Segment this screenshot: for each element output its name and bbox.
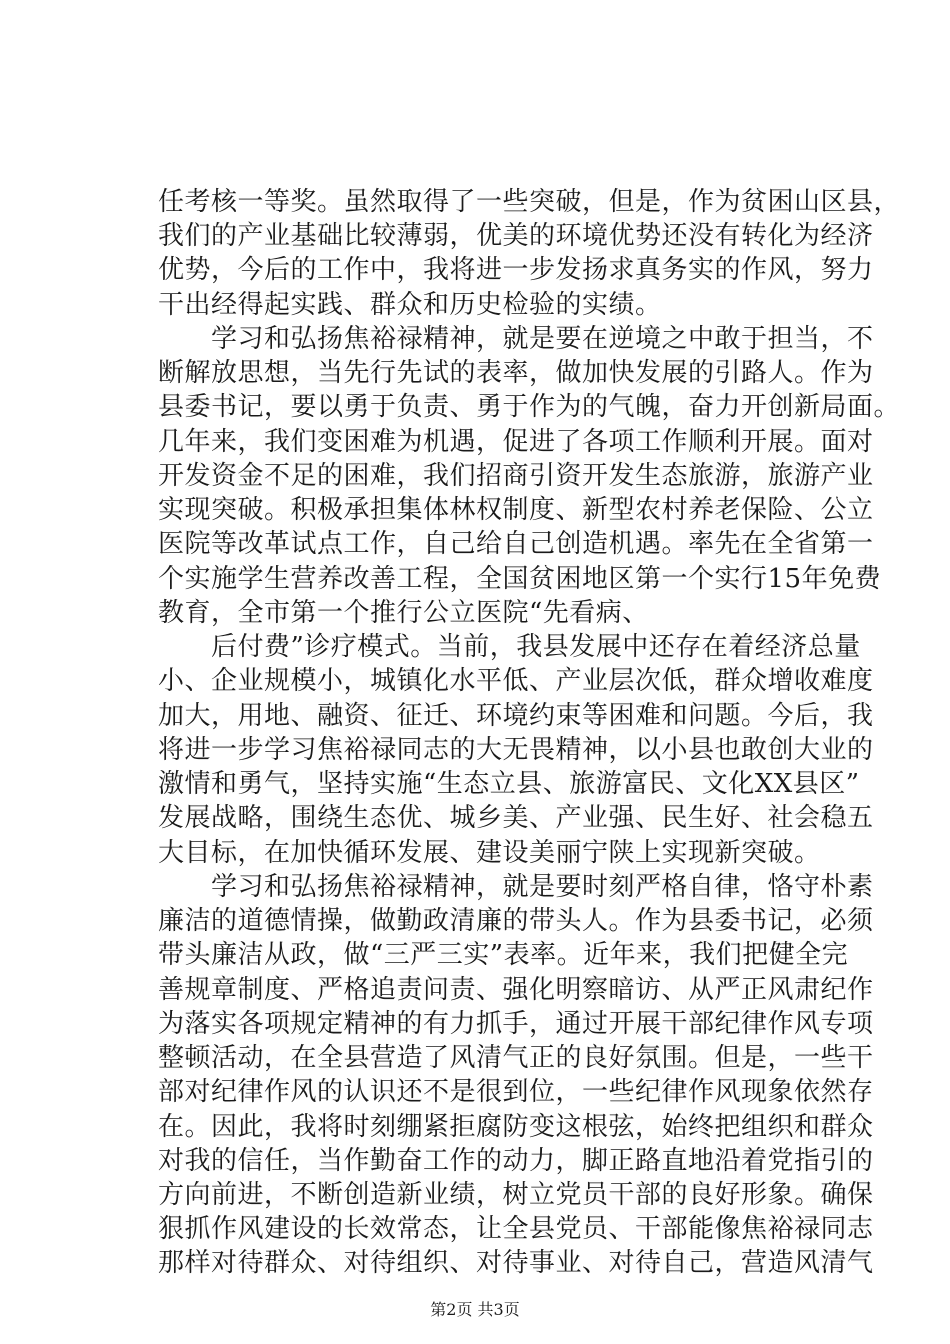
text-line: 带头廉洁从政，做“三严三实”表率。近年来，我们把健全完	[158, 940, 849, 970]
text-line: 狠抓作风建设的长效常态，让全县党员、干部能像焦裕禄同志	[158, 1214, 874, 1244]
text-line: 对我的信任，当作勤奋工作的动力，脚正路直地沿着党指引的	[158, 1146, 874, 1176]
text-line: 发展战略，围绕生态优、城乡美、产业强、民生好、社会稳五	[158, 803, 874, 833]
text-line: 那样对待群众、对待组织、对待事业、对待自己，营造风清气	[158, 1248, 874, 1278]
text-line: 任考核一等奖。虽然取得了一些突破，但是，作为贫困山区县，	[158, 187, 901, 217]
text-line: 优势，今后的工作中，我将进一步发扬求真务实的作风，努力	[158, 255, 874, 285]
text-line: 几年来，我们变困难为机遇，促进了各项工作顺利开展。面对	[158, 427, 874, 457]
text-line: 廉洁的道德情操，做勤政清廉的带头人。作为县委书记，必须	[158, 906, 874, 936]
text-line: 干出经得起实践、群众和历史检验的实绩。	[158, 290, 662, 320]
page-footer: 第2页 共3页	[430, 1300, 520, 1319]
text-line: 断解放思想，当先行先试的表率，做加快发展的引路人。作为	[158, 358, 874, 388]
text-line: 为落实各项规定精神的有力抓手，通过开展干部纪律作风专项	[158, 1009, 874, 1039]
text-line: 方向前进，不断创造新业绩，树立党员干部的良好形象。确保	[158, 1180, 874, 1210]
text-line: 我们的产业基础比较薄弱，优美的环境优势还没有转化为经济	[158, 221, 874, 251]
text-line: 县委书记，要以勇于负责、勇于作为的气魄，奋力开创新局面。	[158, 392, 901, 422]
text-line: 小、企业规模小，城镇化水平低、产业层次低，群众增收难度	[158, 666, 874, 696]
text-line: 教育，全市第一个推行公立医院“先看病、	[158, 598, 649, 628]
text-line: 开发资金不足的困难，我们招商引资开发生态旅游，旅游产业	[158, 461, 874, 491]
text-line: 个实施学生营养改善工程，全国贫困地区第一个实行15年免费	[158, 564, 882, 594]
text-line: 大目标，在加快循环发展、建设美丽宁陕上实现新突破。	[158, 838, 821, 868]
text-line: 医院等改革试点工作，自己给自己创造机遇。率先在全省第一	[158, 529, 874, 559]
text-line: 部对纪律作风的认识还不是很到位，一些纪律作风现象依然存	[158, 1077, 874, 1107]
text-line: 善规章制度、严格追责问责、强化明察暗访、从严正风肃纪作	[158, 975, 874, 1005]
text-line: 学习和弘扬焦裕禄精神，就是要时刻严格自律，恪守朴素	[158, 872, 874, 902]
text-line: 后付费”诊疗模式。当前，我县发展中还存在着经济总量	[158, 632, 861, 662]
text-line: 加大，用地、融资、征迁、环境约束等困难和问题。今后，我	[158, 701, 874, 731]
text-line: 在。因此，我将时刻绷紧拒腐防变这根弦，始终把组织和群众	[158, 1112, 874, 1142]
text-line: 激情和勇气，坚持实施“生态立县、旅游富民、文化XX县区”	[158, 769, 860, 799]
text-line: 学习和弘扬焦裕禄精神，就是要在逆境之中敢于担当，不	[158, 324, 874, 354]
text-line: 将进一步学习焦裕禄同志的大无畏精神，以小县也敢创大业的	[158, 735, 874, 765]
text-line: 整顿活动，在全县营造了风清气正的良好氛围。但是，一些干	[158, 1043, 874, 1073]
text-line: 实现突破。积极承担集体林权制度、新型农村养老保险、公立	[158, 495, 874, 525]
